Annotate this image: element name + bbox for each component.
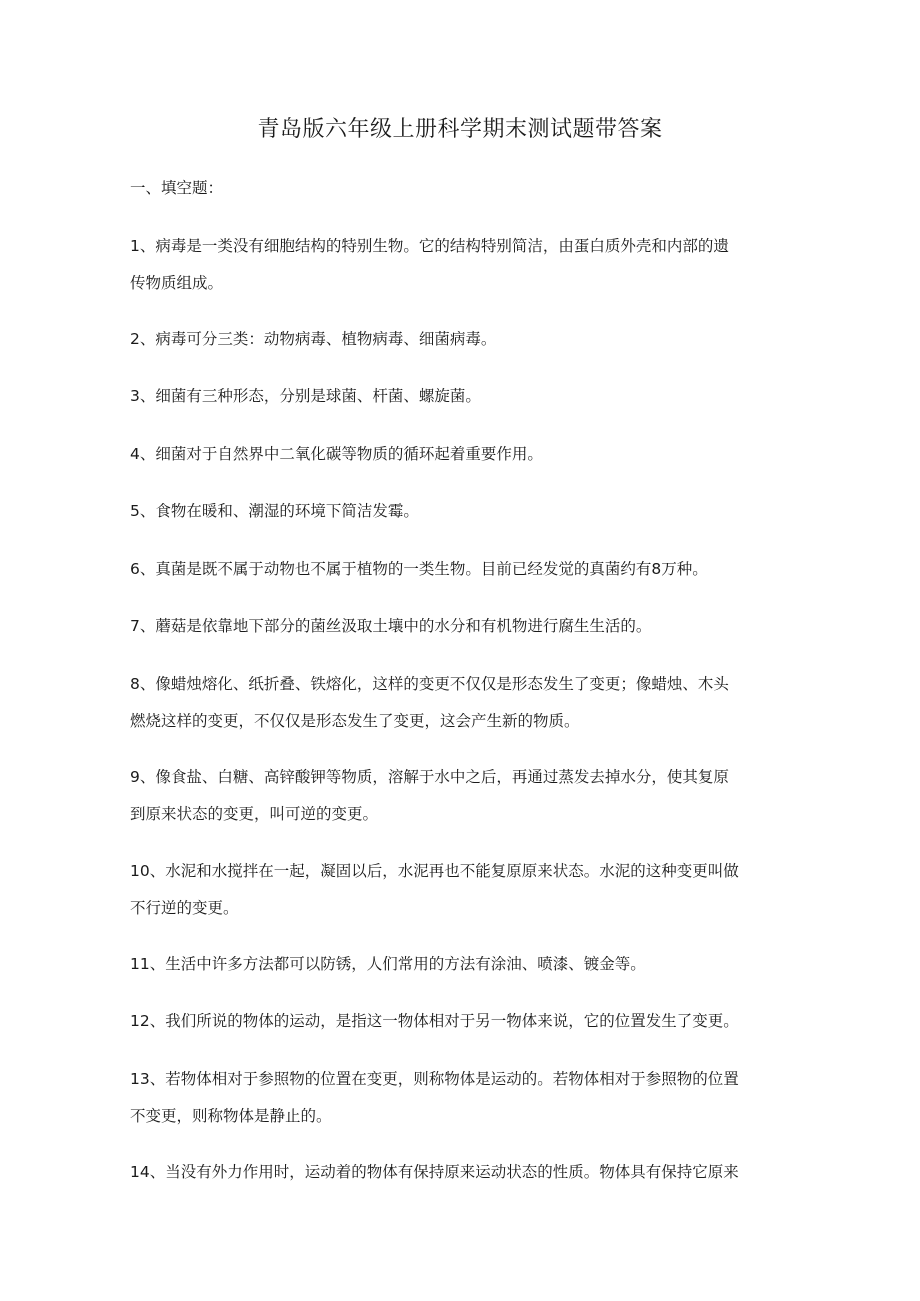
question-item — [130, 493, 802, 530]
question-item — [130, 228, 802, 302]
section-heading-fill-in-blank: 一、填空题： — [130, 179, 224, 197]
question-line: 1、病毒是一类没有细胞结构的特别生物。它的结构特别简洁，由蛋白质外壳和内部的遗 — [130, 237, 729, 255]
question-line: 11、生活中许多方法都可以防锈，人们常用的方法有涂油、喷漆、镀金等。 — [130, 955, 646, 973]
question-item — [130, 853, 802, 927]
question-line: 到原来状态的变更，叫可逆的变更。 — [130, 805, 379, 823]
question-item — [130, 321, 802, 358]
question-item — [130, 551, 802, 588]
question-line: 9、像食盐、白糖、高锌酸钾等物质，溶解于水中之后，再通过蒸发去掉水分，使其复原 — [130, 768, 729, 786]
question-line: 4、细菌对于自然界中二氧化碳等物质的循环起着重要作用。 — [130, 445, 543, 463]
question-item — [130, 946, 802, 983]
question-line: 2、病毒可分三类：动物病毒、植物病毒、细菌病毒。 — [130, 330, 497, 348]
question-line: 8、像蜡烛熔化、纸折叠、铁熔化，这样的变更不仅仅是形态发生了变更；像蜡烛、木头 — [130, 675, 729, 693]
question-item — [130, 436, 802, 473]
question-line: 燃烧这样的变更，不仅仅是形态发生了变更，这会产生新的物质。 — [130, 712, 580, 730]
question-line: 6、真菌是既不属于动物也不属于植物的一类生物。目前已经发觉的真菌约有8万种。 — [130, 560, 708, 578]
question-line: 传物质组成。 — [130, 274, 224, 292]
question-item — [130, 378, 802, 415]
question-item — [130, 759, 802, 833]
question-line: 7、蘑菇是依靠地下部分的菌丝汲取土壤中的水分和有机物进行腐生生活的。 — [130, 617, 652, 635]
question-line: 14、当没有外力作用时，运动着的物体有保持原来运动状态的性质。物体具有保持它原来 — [130, 1163, 739, 1181]
question-item — [130, 1154, 802, 1191]
question-item — [130, 1061, 802, 1135]
question-line: 不变更，则称物体是静止的。 — [130, 1107, 332, 1125]
question-item — [130, 666, 802, 740]
question-line: 5、食物在暖和、潮湿的环境下简洁发霉。 — [130, 502, 419, 520]
question-line: 13、若物体相对于参照物的位置在变更，则称物体是运动的。若物体相对于参照物的位置 — [130, 1070, 739, 1088]
document-title: 青岛版六年级上册科学期末测试题带答案 — [257, 117, 663, 142]
question-line: 12、我们所说的物体的运动，是指这一物体相对于另一物体来说，它的位置发生了变更。 — [130, 1012, 739, 1030]
question-line: 10、水泥和水搅拌在一起，凝固以后，水泥再也不能复原原来状态。水泥的这种变更叫做 — [130, 862, 739, 880]
question-item — [130, 608, 802, 645]
question-line: 3、细菌有三种形态，分别是球菌、杆菌、螺旋菌。 — [130, 387, 481, 405]
question-item — [130, 1003, 802, 1040]
question-line: 不行逆的变更。 — [130, 899, 239, 917]
